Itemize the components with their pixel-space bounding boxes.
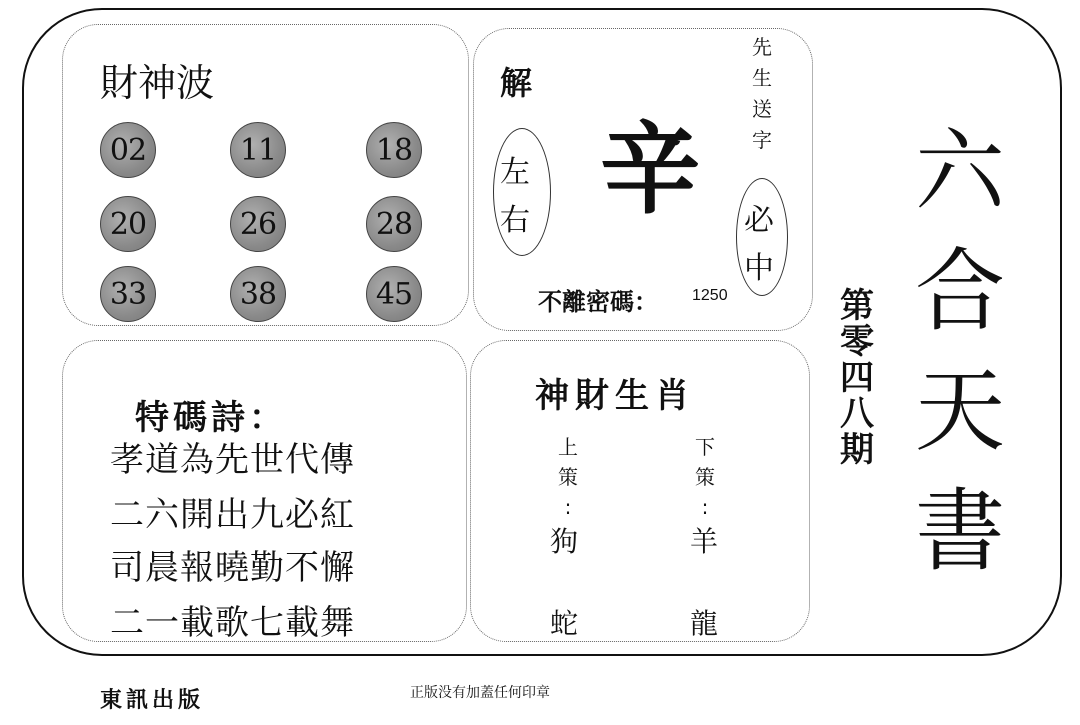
issue-char: 期 — [840, 430, 874, 470]
title-char: 天 — [915, 359, 1005, 464]
label-char: 策 — [558, 465, 578, 489]
lower-animal: 羊 — [690, 525, 719, 558]
riddle-label: 解 — [500, 64, 533, 102]
upper-animal: 狗 — [550, 525, 579, 558]
number-ball: 28 — [366, 196, 422, 252]
bizhong-oval — [736, 178, 788, 296]
publisher: 東訊出版 — [100, 688, 205, 713]
bizhong-char: 必 — [744, 203, 774, 238]
main-title — [915, 112, 1005, 592]
title-char: 六 — [915, 119, 1005, 224]
number-ball: 11 — [230, 122, 286, 178]
xiansheng-char: 送 — [752, 97, 772, 121]
poem-line: 二六開出九必紅 — [110, 495, 355, 535]
number-ball: 38 — [230, 266, 286, 322]
shengxiao-title: 神財生肖 — [535, 376, 695, 416]
issue-char: 零 — [840, 322, 874, 362]
issue-number — [840, 288, 874, 468]
title-char: 書 — [915, 479, 1005, 584]
buli-code: 1250 — [692, 287, 728, 304]
xiansheng-char: 先 — [752, 35, 772, 59]
zuoyou-char: 右 — [500, 203, 530, 238]
label-char: 策 — [695, 465, 715, 489]
number-ball: 20 — [100, 196, 156, 252]
poem-title: 特碼詩： — [135, 398, 287, 438]
poem-line: 司晨報曉勤不懈 — [110, 548, 355, 588]
number-ball: 02 — [100, 122, 156, 178]
number-ball: 33 — [100, 266, 156, 322]
xiansheng-char: 字 — [752, 128, 772, 152]
issue-char: 四 — [840, 358, 874, 398]
number-ball: 18 — [366, 122, 422, 178]
number-ball: 26 — [230, 196, 286, 252]
main-character: 辛 — [600, 111, 700, 228]
label-char: 上 — [558, 435, 578, 459]
number-ball: 45 — [366, 266, 422, 322]
zuoyou-char: 左 — [500, 155, 530, 190]
lower-animal: 龍 — [690, 607, 719, 640]
xiansheng-char: 生 — [752, 66, 772, 90]
label-char: 下 — [695, 435, 715, 459]
label-char: : — [701, 495, 709, 519]
title-char: 合 — [915, 239, 1005, 344]
lower-strategy-label — [695, 432, 715, 522]
label-char: : — [564, 495, 572, 519]
issue-char: 八 — [840, 394, 874, 434]
buli-label: 不離密碼： — [538, 288, 658, 316]
zuoyou-oval — [493, 128, 551, 256]
issue-char: 第 — [840, 286, 874, 326]
authenticity-note: 正版没有加蓋任何印章 — [410, 685, 550, 701]
bizhong-char: 中 — [744, 251, 774, 286]
xiansheng-column — [752, 32, 772, 156]
poem-line: 孝道為先世代傳 — [110, 440, 355, 480]
upper-strategy-label — [558, 432, 578, 522]
poem-line: 二一載歌七載舞 — [110, 603, 355, 643]
upper-animal: 蛇 — [550, 607, 579, 640]
caishen-title: 財神波 — [100, 61, 215, 105]
